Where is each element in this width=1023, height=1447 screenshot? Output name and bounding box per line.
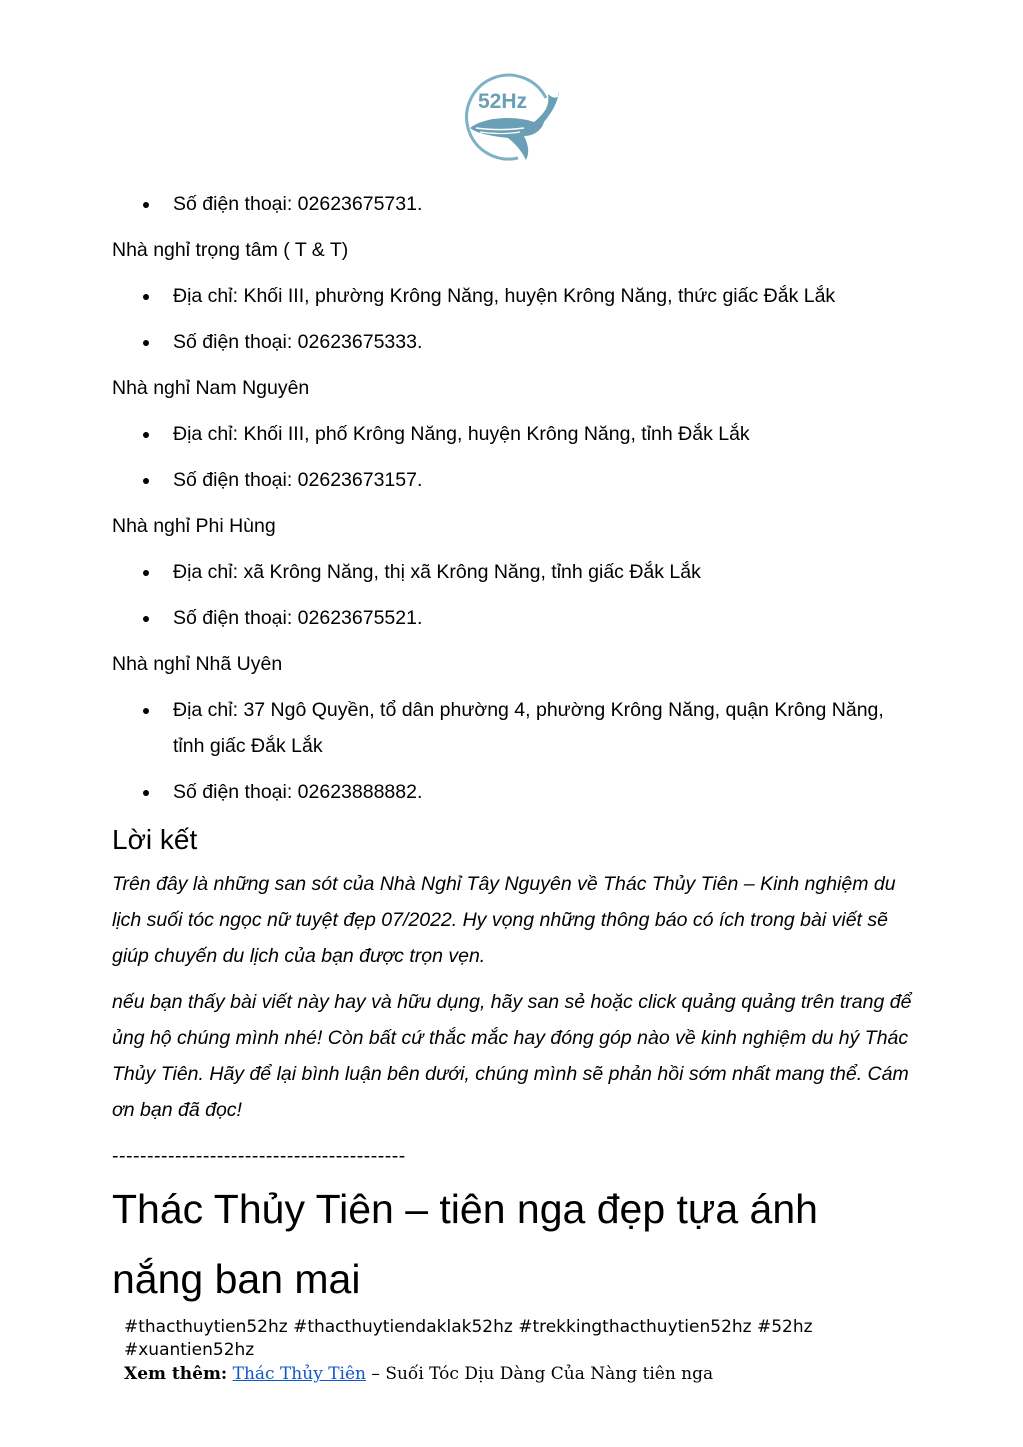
lodge-name: Nhà nghỉ Nhã Uyên [112,653,283,675]
logo-text: 52Hz [478,90,528,113]
phone-text: Số điện thoại: 02623675521. [173,607,423,629]
see-more-link[interactable]: Thác Thủy Tiên [232,1364,367,1384]
list-item [112,186,912,222]
bullet-icon [143,616,149,622]
see-more [124,1362,904,1386]
bullet-icon [143,294,149,300]
list-item [112,692,912,764]
list-item [112,324,912,360]
bullet-icon [143,708,149,714]
list-item [112,462,912,498]
whale-logo-icon [462,64,562,166]
closing-paragraph: nếu bạn thấy bài viết này hay và hữu dụng, hãy san sẻ hoặc click quảng quảng trên trang để ủng hộ chúng mình nhé! Còn bất cứ thắc mắc hay đóng góp nào về kinh nghiệm du hý Thác Thủy Tiên. Hãy để lại bình luận bên dưới, chúng mình sẽ phản hồi sớm nhất mang thể. Cám ơn bạn đã đọc! [112,991,912,1121]
see-more-label: Xem thêm: [124,1364,228,1384]
address-text: Địa chỉ: 37 Ngô Quyền, tổ dân phường 4, phường Krông Năng, quận Krông Năng, tỉnh giấc Đắk Lắk [173,699,884,757]
address-text: Địa chỉ: Khối III, phường Krông Năng, huyện Krông Năng, thức giấc Đắk Lắk [173,285,836,307]
list-item [112,600,912,636]
closing-paragraph: Trên đây là những san sót của Nhà Nghỉ Tây Nguyên về Thác Thủy Tiên – Kinh nghiệm du lịch suối tóc ngọc nữ tuyệt đẹp 07/2022. Hy vọng những thông báo có ích trong bài viết sẽ giúp chuyến du lịch của bạn được trọn vẹn. [112,873,896,967]
closing-heading: Lời kết [112,824,198,855]
footer [124,1316,904,1386]
bullet-icon [143,432,149,438]
logo-52hz [462,64,562,166]
section-title: Thác Thủy Tiên – tiên nga đẹp tựa ánh nắng ban mai [112,1186,818,1302]
lodge-name: Nhà nghỉ Nam Nguyên [112,377,310,399]
list-item [112,554,912,590]
phone-text: Số điện thoại: 02623675333. [173,331,423,353]
see-more-rest: – Suối Tóc Dịu Dàng Của Nàng tiên nga [366,1364,714,1384]
bullet-icon [143,478,149,484]
article-content [112,186,912,1314]
separator-line: ------------------------------------------ [112,1145,406,1167]
address-text: Địa chỉ: xã Krông Năng, thị xã Krông Năng, tỉnh giấc Đắk Lắk [173,561,701,583]
bullet-icon [143,202,149,208]
hashtags: #thacthuytien52hz #thacthuytiendaklak52hz #trekkingthacthuytien52hz #52hz #xuantien52hz [124,1317,813,1360]
phone-text: Số điện thoại: 02623675731. [173,193,423,215]
phone-text: Số điện thoại: 02623673157. [173,469,423,491]
lodge-name: Nhà nghỉ Phi Hùng [112,515,276,537]
bullet-icon [143,340,149,346]
bullet-icon [143,790,149,796]
list-item [112,774,912,810]
address-text: Địa chỉ: Khối III, phố Krông Năng, huyện Krông Năng, tỉnh Đắk Lắk [173,423,750,445]
list-item [112,416,912,452]
bullet-icon [143,570,149,576]
phone-text: Số điện thoại: 02623888882. [173,781,423,803]
list-item [112,278,912,314]
lodge-name: Nhà nghỉ trọng tâm ( T & T) [112,239,349,261]
